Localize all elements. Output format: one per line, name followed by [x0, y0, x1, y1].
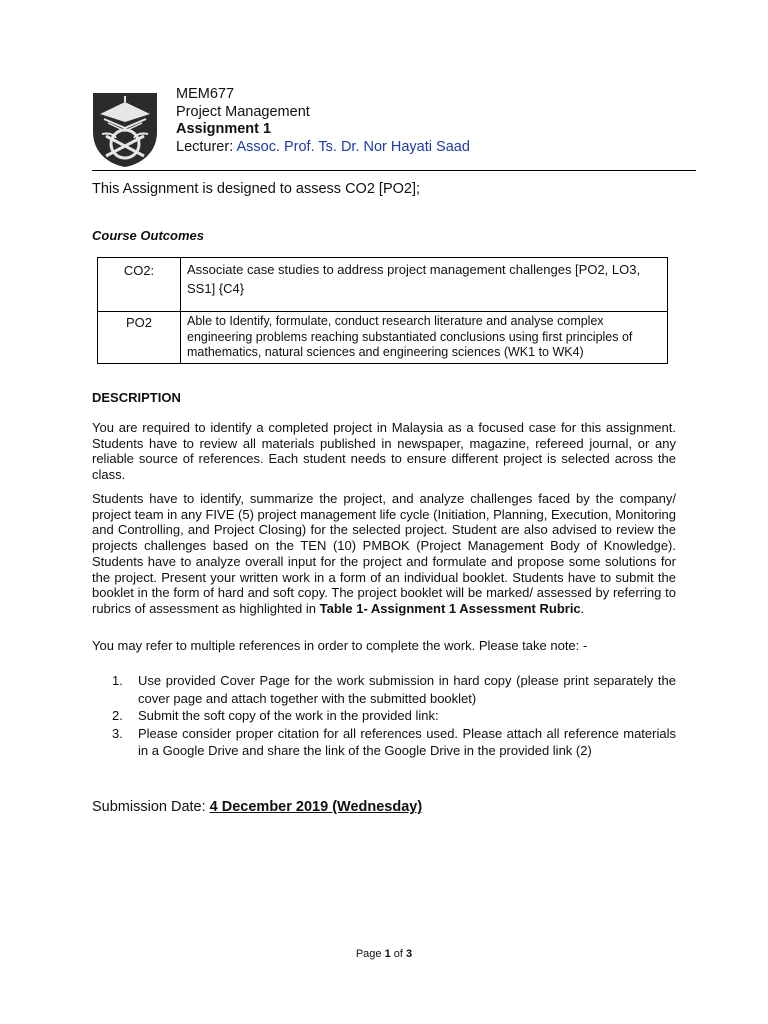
list-number: 1. — [112, 673, 123, 688]
paragraph-end: . — [580, 600, 585, 616]
list-item — [92, 725, 676, 760]
course-subject: Project Management — [176, 103, 310, 120]
list-number: 3. — [112, 725, 123, 741]
list-text: Submit the soft copy of the work in the provided link: — [138, 708, 439, 723]
list-text: Please consider proper citation for all references used. Please attach all reference materials in a Google Drive and share the link of the Google Drive in the provided link (2) — [138, 725, 676, 758]
instruction-list — [92, 672, 676, 760]
table-row — [98, 312, 668, 364]
description-paragraph-1: You are required to identify a completed project in Malaysia as a focused case for this assignment. Students have to review all materials published in newspaper, magazine, refereed journal, or any reliable source of references. Each student needs to ensure different project is selected across the class. — [92, 420, 676, 483]
submission-label: Submission Date: — [92, 799, 210, 815]
page-number: 1 — [384, 948, 391, 960]
lecturer-name: Assoc. Prof. Ts. Dr. Nor Hayati Saad — [236, 138, 470, 155]
outcome-text: Able to Identify, formulate, conduct research literature and analyse complex engineering problems reaching substantiated conclusions using first principles of mathematics, natural sciences and engineering sciences (WK1 to WK4) — [181, 312, 668, 364]
assess-statement: This Assignment is designed to assess CO2 [PO2]; — [92, 181, 421, 197]
paragraph-text: Students have to identify, summarize the project, and analyze challenges faced by the company/ project team in any FIVE (5) project management life cycle (Initiation, Planning, Execution, Monitoring and Controlling, and Project Closing) for the selected project. Student are also advised to review the projects challenges based on the TEN (10) PMBOK (Project Management Body of Knowledge). Students have to analyze overall input for the project and formulate and propose some solutions for the project. Present your written work in a form of an individual booklet. Students have to submit the booklet in the form of hard and soft copy. The project booklet will be marked/ assessed by referring to rubrics of assessment as highlighted in — [92, 491, 676, 616]
document-header — [176, 86, 470, 156]
outcome-key: CO2: — [98, 258, 181, 312]
submission-line — [92, 799, 422, 815]
submission-date: 4 December 2019 (Wednesday) — [209, 799, 423, 815]
course-outcomes-table — [97, 257, 668, 364]
course-outcomes-heading: Course Outcomes — [92, 228, 204, 243]
description-paragraph-2 — [92, 491, 676, 617]
lecturer-line — [176, 139, 470, 157]
table-row — [98, 258, 668, 312]
outcome-text: Associate case studies to address project management challenges [PO2, LO3, SS1] {C4} — [181, 258, 668, 312]
course-code: MEM677 — [176, 86, 235, 102]
rubric-reference: Table 1- Assignment 1 Assessment Rubric — [319, 600, 581, 616]
list-item — [92, 707, 676, 725]
description-heading: DESCRIPTION — [92, 390, 181, 405]
outcome-key: PO2 — [98, 312, 181, 364]
page-footer — [0, 948, 768, 960]
assignment-title: Assignment 1 — [176, 121, 272, 137]
of-word: of — [390, 948, 407, 960]
page-word: Page — [355, 948, 385, 960]
description-paragraph-3: You may refer to multiple references in order to complete the work. Please take note: - — [92, 638, 588, 653]
list-item — [92, 672, 676, 707]
list-text: Use provided Cover Page for the work submission in hard copy (please print separately the cover page and attach together with the submitted booklet) — [138, 673, 676, 706]
university-crest-icon — [92, 92, 158, 168]
page-total: 3 — [406, 948, 413, 960]
list-number: 2. — [112, 708, 123, 723]
header-divider — [92, 170, 696, 171]
lecturer-label: Lecturer: — [176, 138, 237, 155]
